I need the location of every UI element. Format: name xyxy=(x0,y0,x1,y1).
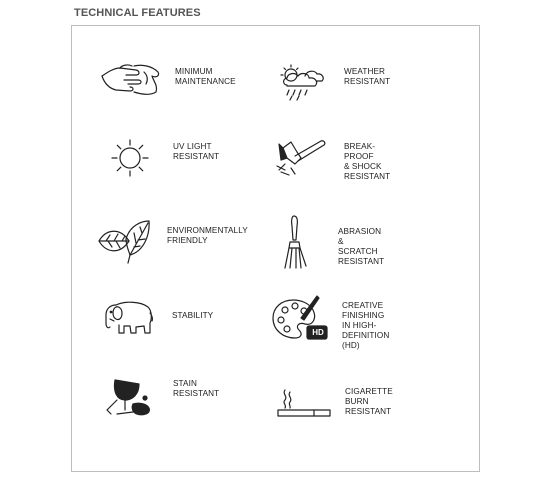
weather-icon xyxy=(277,64,327,102)
elephant-icon xyxy=(102,299,154,337)
feature-label: STAIN RESISTANT xyxy=(173,379,220,398)
fork-icon xyxy=(283,214,309,270)
leaf-icon xyxy=(96,219,152,265)
spilled-glass-icon xyxy=(105,376,155,418)
sun-icon xyxy=(110,138,150,178)
hand-cloth-icon xyxy=(100,62,162,98)
features-panel xyxy=(71,25,480,472)
feature-label: MINIMUM MAINTENANCE xyxy=(175,67,236,86)
page-title: TECHNICAL FEATURES xyxy=(74,7,201,19)
feature-label: ABRASION & SCRATCH RESISTANT xyxy=(338,227,385,266)
feature-label: ENVIRONMENTALLY FRIENDLY xyxy=(167,226,248,245)
hd-badge: HD xyxy=(312,328,324,337)
feature-label: UV LIGHT RESISTANT xyxy=(173,142,220,161)
feature-label: STABILITY xyxy=(172,311,214,320)
feature-label: CIGARETTE BURN RESISTANT xyxy=(345,387,393,416)
feature-label: BREAK-PROOF & SHOCK RESISTANT xyxy=(344,142,391,181)
feature-label: WEATHER RESISTANT xyxy=(344,67,391,86)
hammer-icon xyxy=(275,134,327,178)
feature-label: CREATIVE FINISHING IN HIGH- DEFINITION (HD) xyxy=(342,301,390,350)
cigarette-icon xyxy=(276,388,332,420)
